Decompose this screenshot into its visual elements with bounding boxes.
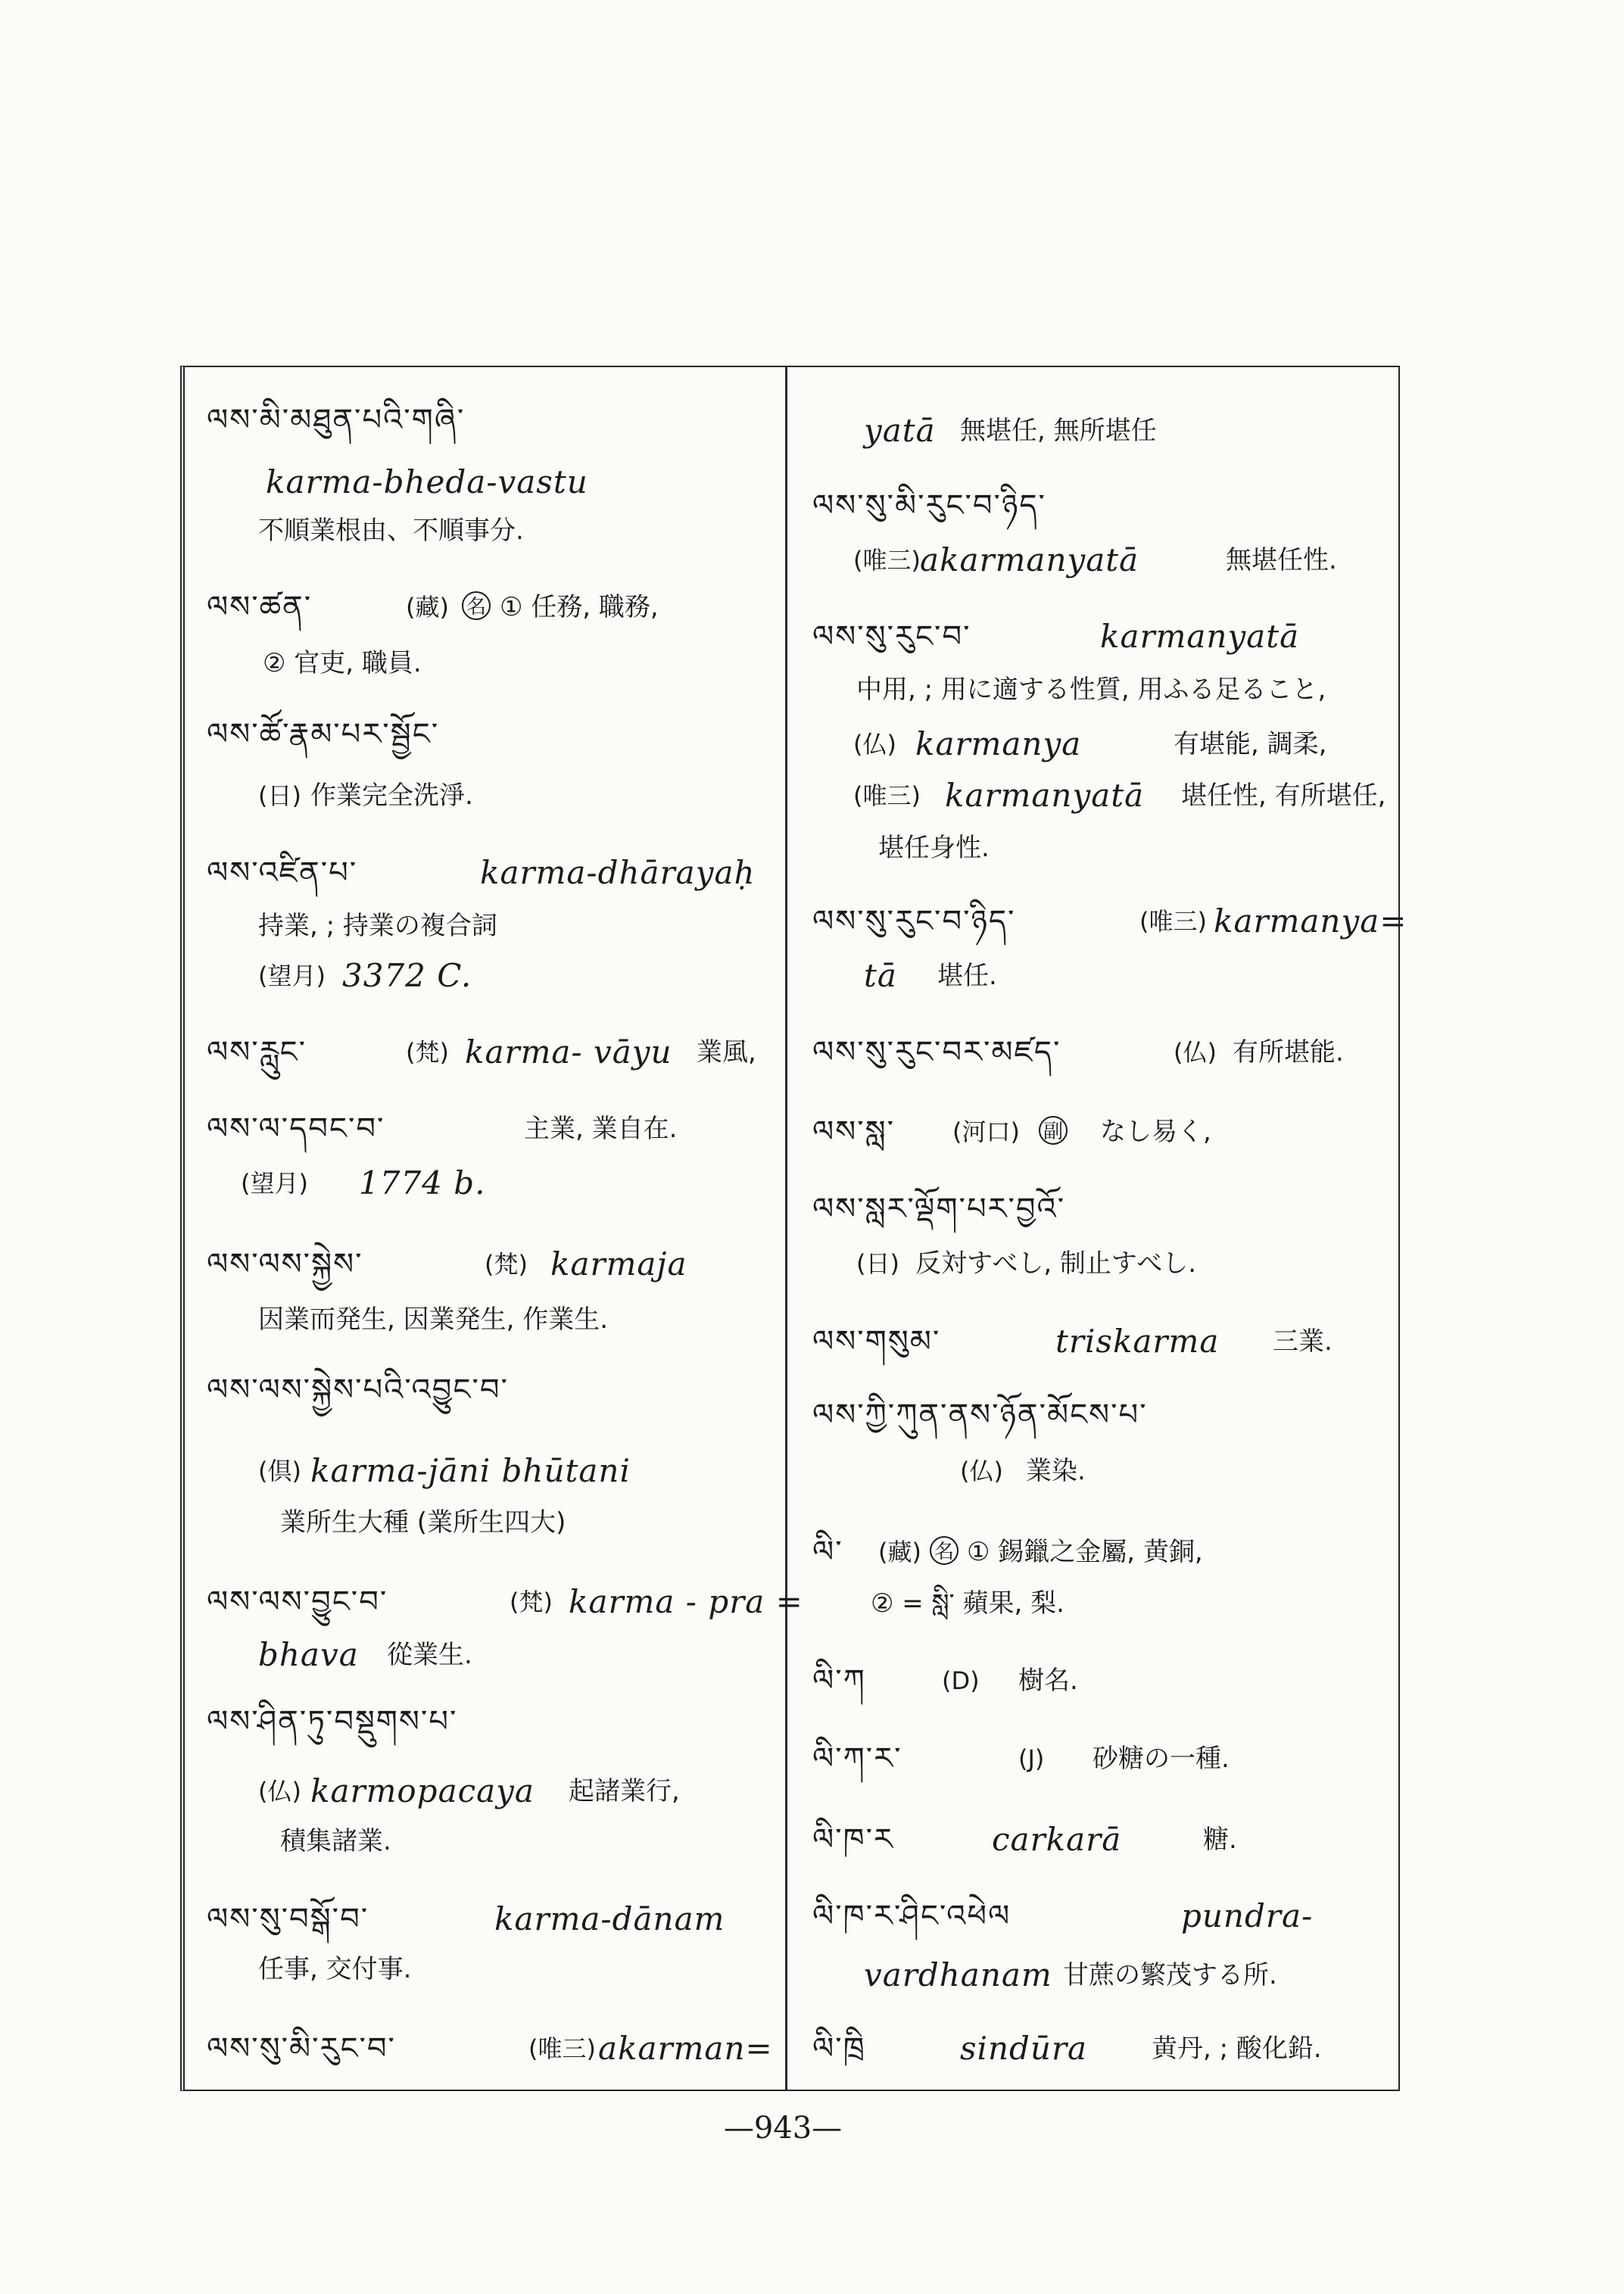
entry-headword: ལི་	[812, 1535, 843, 1569]
entry-headword: ལས་སུ་རུང་བར་མཛད་	[812, 1035, 1061, 1070]
japanese-gloss: 糖.	[1203, 1825, 1237, 1855]
entry-headword: ལས་ཀྱི་ཀུན་ནས་ཉོན་མོངས་པ་	[812, 1398, 1148, 1432]
entry-headword: ལས་ལས་སྐྱེས་	[207, 1247, 363, 1282]
japanese-gloss: 有堪能, 調柔,	[1174, 729, 1327, 759]
japanese-gloss: 主業, 業自在.	[524, 1114, 678, 1144]
sanskrit-term: sindūra	[960, 2030, 1088, 2067]
entry-headword: ལི་ཁྲི	[812, 2031, 866, 2066]
source-tag: (J)	[1018, 1744, 1045, 1773]
sanskrit-term: karma- vāyu	[465, 1033, 672, 1071]
japanese-gloss: 不順業根由、不順事分.	[258, 516, 524, 546]
entry-headword: ལས་ལས་སྐྱེས་པའི་འབྱུང་བ་	[207, 1373, 509, 1407]
source-tag: (仏)	[853, 730, 896, 759]
source-tag: (河口)	[952, 1117, 1020, 1146]
japanese-gloss: 無堪任性.	[1226, 545, 1337, 575]
sanskrit-term: karma-dānam	[494, 1900, 725, 1937]
source-tag: (D)	[942, 1666, 980, 1695]
japanese-gloss: 甘蔗の繁茂する所.	[1063, 1960, 1277, 1990]
japanese-gloss: 因業而発生, 因業発生, 作業生.	[258, 1304, 609, 1335]
pos-mark: 名	[462, 591, 491, 620]
source-tag: (倶)	[258, 1457, 301, 1485]
entry-headword: ལས་ཚོ་རྣམ་པར་སྦྱོང་	[207, 717, 440, 752]
source-tag: (藏)	[878, 1538, 921, 1566]
source-tag: (日)	[856, 1249, 899, 1278]
sanskrit-term: tā	[864, 957, 897, 994]
source-tag: (梵)	[485, 1250, 528, 1279]
japanese-gloss: ② = སླི་ 蘋果, 梨.	[871, 1588, 1064, 1619]
japanese-gloss: 堪任性, 有所堪任,	[1181, 781, 1386, 811]
japanese-gloss: なし易く,	[1100, 1117, 1211, 1147]
sanskrit-term: karmaja	[550, 1245, 687, 1283]
entry-headword: ལས་སུ་རུང་བ་ཉིད་	[812, 904, 1016, 939]
japanese-gloss: 從業生.	[387, 1640, 472, 1670]
entry-headword: ལས་ཚན་	[207, 590, 313, 625]
japanese-gloss: 堪任身性.	[878, 833, 990, 863]
japanese-gloss: 堪任.	[937, 961, 997, 991]
reference-source: (望月)	[241, 1169, 308, 1198]
japanese-gloss: 中用, ; 用に適する性質, 用ふる足ること,	[856, 675, 1326, 705]
source-tag: (仏)	[258, 1777, 301, 1806]
sanskrit-term: karmopacaya	[310, 1772, 535, 1809]
sanskrit-term: bhava	[258, 1636, 359, 1673]
entry-headword: ལས་སུ་རུང་བ་	[812, 619, 971, 654]
japanese-gloss: 起諸業行,	[569, 1776, 680, 1806]
source-tag: (梵)	[406, 1038, 449, 1067]
source-tag: (仏)	[1174, 1038, 1217, 1067]
entry-headword: ལི་ཁ་ར་ཤིང་འཕེལ	[812, 1899, 1011, 1934]
reference-number: 3372 C.	[342, 957, 472, 994]
source-tag: (梵)	[510, 1588, 553, 1616]
entry-headword: ལས་སླ་	[812, 1114, 896, 1149]
japanese-gloss: 三業.	[1273, 1326, 1333, 1357]
entry-headword: ལས་སུ་མི་རུང་བ་ཉིད་	[812, 488, 1046, 523]
source-tag: (仏)	[960, 1457, 1003, 1485]
entry-headword: ལས་འཛིན་པ་	[207, 856, 358, 890]
entry-headword: ལས་ལས་བྱུང་བ་	[207, 1585, 388, 1619]
entry-headword: ལི་ཁ་ར	[812, 1822, 894, 1857]
source-tag: (藏)	[406, 593, 449, 622]
source-tag: (日)	[258, 781, 301, 810]
reference-source: (望月)	[258, 962, 326, 990]
japanese-gloss: 黄丹, ; 酸化鉛.	[1152, 2034, 1322, 2064]
japanese-gloss: 作業完全洗淨.	[310, 781, 473, 811]
entry-headword: ལི་ཀ	[812, 1663, 866, 1698]
source-tag: (唯三)	[1139, 907, 1207, 936]
entry-headword: ལས་སུ་མི་རུང་བ་	[207, 2031, 396, 2066]
japanese-gloss: 業風,	[697, 1037, 756, 1068]
source-tag: (唯三)	[528, 2034, 596, 2063]
japanese-gloss: ① 錫鑞之金屬, 黄銅,	[967, 1537, 1203, 1567]
sanskrit-term: karma-dhārayaḥ	[480, 854, 756, 891]
japanese-gloss: ① 任務, 職務,	[500, 592, 659, 622]
entry-headword: ལས་གསུམ་	[812, 1324, 941, 1359]
sanskrit-term: yatā	[864, 412, 936, 449]
pos-mark: 名	[930, 1536, 959, 1565]
sanskrit-term: karmanyatā	[945, 777, 1145, 814]
japanese-gloss: 積集諸業.	[280, 1826, 391, 1856]
sanskrit-term: triskarma	[1055, 1323, 1220, 1360]
entry-headword: ལས་ཤིན་ཏུ་བསྡུགས་པ་	[207, 1704, 458, 1739]
sanskrit-term: karmanyatā	[1100, 618, 1300, 655]
page-number: —943—	[723, 2111, 843, 2146]
entry-headword: ལས་སུ་བསྒོ་བ་	[207, 1902, 369, 1937]
sanskrit-term: vardhanam	[864, 1956, 1052, 1993]
entry-headword: ལས་རླུང་	[207, 1035, 307, 1070]
japanese-gloss: 無堪任, 無所堪任	[960, 416, 1157, 446]
sanskrit-term: carkarā	[992, 1821, 1122, 1858]
source-tag: (唯三)	[853, 781, 921, 810]
entry-headword: ལི་ཀ་ར་	[812, 1741, 902, 1776]
japanese-gloss: 樹名.	[1018, 1666, 1078, 1696]
japanese-gloss: 業染.	[1026, 1456, 1086, 1486]
sanskrit-term: karmanya	[915, 725, 1082, 762]
japanese-gloss: ② 官吏, 職員.	[263, 648, 422, 678]
entry-headword: ལས་ལ་དབང་བ་	[207, 1111, 385, 1146]
reference-number: 1774 b.	[359, 1164, 486, 1202]
entry-headword: ལས་སླར་ལྡོག་པར་བྱའོ་	[812, 1192, 1066, 1226]
japanese-gloss: 反対すべし, 制止すべし.	[915, 1248, 1197, 1279]
sanskrit-term: pundra-	[1181, 1897, 1314, 1934]
japanese-gloss: 任事, 交付事.	[258, 1954, 412, 1984]
source-tag: (唯三)	[853, 546, 921, 575]
entry-headword: ལས་མི་མཐུན་པའི་གཞི་	[207, 403, 466, 438]
sanskrit-term: akarman=	[598, 2030, 773, 2067]
sanskrit-term: akarmanyatā	[920, 541, 1139, 578]
sanskrit-term: karma-jāni bhūtani	[310, 1452, 631, 1489]
japanese-gloss: 持業, ; 持業の複合詞	[258, 911, 497, 941]
japanese-gloss: 業所生大種 (業所生四大)	[280, 1507, 566, 1538]
japanese-gloss: 有所堪能.	[1233, 1037, 1344, 1068]
japanese-gloss: 砂糖の一種.	[1093, 1744, 1230, 1774]
sanskrit-term: karmanya=	[1214, 902, 1407, 940]
sanskrit-term: karma - pra =	[569, 1583, 803, 1620]
sanskrit-term: karma-bheda-vastu	[266, 463, 588, 500]
column-divider	[785, 366, 787, 2091]
pos-mark: 副	[1039, 1116, 1068, 1145]
